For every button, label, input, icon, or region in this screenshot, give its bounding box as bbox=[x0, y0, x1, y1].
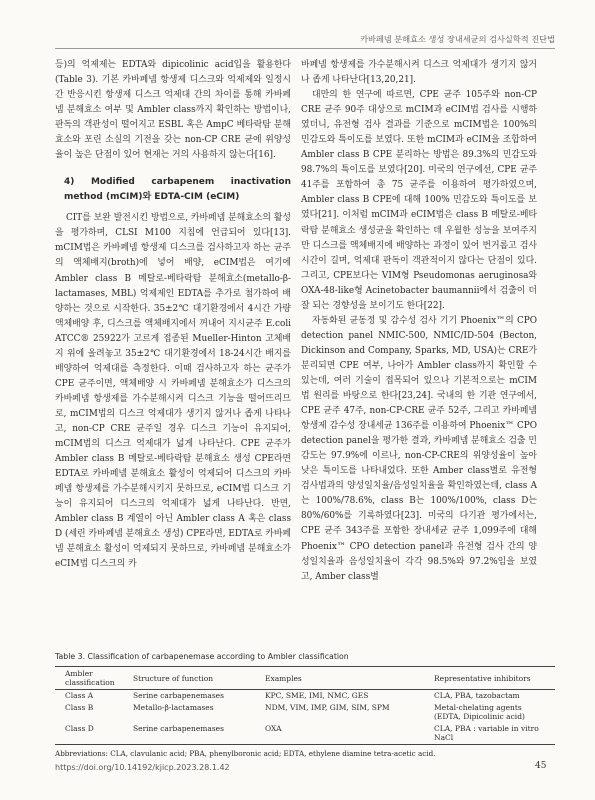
doi-link[interactable]: https://doi.org/10.14192/kjicp.2023.28.1.42 bbox=[55, 763, 230, 772]
table-header-row bbox=[55, 667, 555, 690]
table-abbreviations: Abbreviations: CLA, clavulanic acid; PBA, phenylboronic acid; EDTA, ethylene diamine tetra-acetic acid. bbox=[55, 748, 436, 758]
column-header: Representative inhibitors bbox=[434, 673, 531, 683]
table-cell: NDM, VIM, IMP, GIM, SIM, SPM bbox=[265, 702, 390, 712]
body-paragraph: 대만의 한 연구에 따르면, CPE 균주 105주와 non-CP CRE 균주 90주 대상으로 mCIM과 eCIM법 검사를 시행하였더니, 유전형 검사 결과를 기준으로 mCIM법은 100%의 민감도와 특이도를 보였다. 또한 mCIM과 eCIM을 조합하여 Ambler class B CPE 분리하는 방법은 89.3%의 민감도와 98.7%의 특이도를 보였다[20]. 미국의 연구에선, CPE 균주 41주를 포함하여 총 75 균주를 이용하여 평가하였으며, Ambler class B CPE에 대해 100% 민감도와 특이도를 보였다[21]. 이처럼 mCIM과 eCIM법은 class B 메탈로-베타락탐 분해효소 생성균을 확인하는 데 우월한 성능을 보여주지만 디스크를 액체배지에 배양하는 과정이 있어 번거롭고 검사 시간이 길며, 억제대 판독이 객관적이지 않다는 단점이 있다. 그리고, CPE보다는 VIM형 Pseudomonas aeruginosa와 OXA-48-like형 Acinetobacter baumannii에서 검출이 더 잘 되는 경향성을 보이기도 한다[22]. bbox=[301, 90, 537, 311]
table-row bbox=[55, 702, 555, 723]
table-cell: KPC, SME, IMI, NMC, GES bbox=[265, 691, 369, 700]
table-3 bbox=[55, 652, 555, 758]
left-column bbox=[55, 58, 291, 572]
table-cell: CLA, PBA : variable in vitro NaCl bbox=[434, 723, 539, 743]
right-column bbox=[301, 58, 537, 585]
table-cell: Class D bbox=[65, 723, 94, 733]
body-paragraph: CIT를 보완 발전시킨 방법으로, 카바페넴 분해효소의 활성을 평가하며, CLSI M100 지침에 언급되어 있다[13]. mCIM법은 카바페넴 항생제 디스크를 검사하고자 하는 균주의 액체배지(broth)에 넣어 배양, eCIM법은 여기에 Ambler class B 메탈로-베타락탐 분해효소(metallo-β-lactamases, MBL) 억제제인 EDTA를 추가로 첨가하여 배양하는 것으로 시작한다. 35±2℃ 대기환경에서 4시간 가량 액체배양 후, 디스크를 액체배지에서 꺼내어 지시균주 E.coli ATCC® 25922가 고르게 접종된 Mueller-Hinton 고체배지 위에 올려놓고 35±2℃ 대기환경에서 18-24시간 배지를 배양하여 억제대를 측정한다. 이때 검사하고자 하는 균주가 CPE 균주이면, 액체배양 시 카바페넴 분해효소가 디스크의 카바페넴 항생제를 가수분해시켜 디스크 기능을 떨어뜨리므로, mCIM법의 디스크 억제대가 생기지 않거나 좁게 나타나고, non-CP CRE 균주일 경우 디스크 기능이 유지되어, mCIM법의 디스크 억제대가 넓게 나타난다. CPE 균주가 Ambler class B 메탈로-베타락탐 분해효소 생성 CPE라면 EDTA로 카바페넴 분해효소 활성이 억제되어 디스크의 카바페넴 항생제를 가수분해시키지 못하므로, eCIM법 디스크 기능이 유지되어 디스크의 억제대가 넓게 나타난다. 반면, Ambler class B 계열이 아닌 Ambler class A 혹은 class D (세린 카바페넴 분해효소 생성) CPE라면, EDTA로 카바페넴 분해효소 활성이 억제되지 못하므로, 카바페넴 분해효소가 eCIM법 디스크의 카 bbox=[55, 213, 291, 570]
table-row bbox=[55, 723, 555, 745]
table-cell: Class B bbox=[65, 702, 94, 712]
table-cell: Metal-chelating agents (EDTA, Dipicolinic acid) bbox=[434, 702, 525, 722]
table-caption: Table 3. Classification of carbapenemase according to Ambler classification bbox=[55, 652, 349, 661]
header-divider bbox=[55, 48, 555, 49]
column-header: Structure of function bbox=[133, 673, 214, 683]
body-paragraph: 자동화된 균동정 및 감수성 검사 기기 Phoenix™의 CPO detection panel NMIC-500, NMIC/ID-504 (Becton, Dickinson and Company, Sparks, MD, USA)는 CRE가 분리되면 CPE 여부, 나아가 Ambler class까지 확인할 수 있는데, 여러 기술이 접목되어 있으나 기본적으로는 mCIM법 원리를 바탕으로 한다[23,24]. 국내의 한 기관 연구에서, CPE 균주 47주, non-CP-CRE 균주 52주, 그리고 카바페넴 항생제 감수성 장내세균 136주를 이용하여 Phoenix™ CPO detection panel을 평가한 결과, 카바페넴 분해효소 검출 민감도는 97.9%에 이르나, non-CP-CRE의 위양성율이 높아 낮은 특이도를 나타내었다. 또한 Amber class별로 유전형 검사법과의 양성일치율/음성일치율을 확인하였는데, class A는 100%/78.6%, class B는 100%/100%, class D는 80%/60%를 기록하였다[23]. 미국의 다기관 평가에서는, CPE 균주 343주를 포함한 장내세균 균주 1,099주에 대해 Phoenix™ CPO detection panel과 유전형 검사 간의 양성일치율과 음성일치율이 각각 98.5%와 97.2%임을 보였고, Amber class별 bbox=[301, 315, 537, 582]
body-paragraph: 바페넴 항생제를 가수분해시켜 디스크 억제대가 생기지 않거나 좁게 나타난다[13,20,21]. bbox=[301, 60, 537, 86]
column-header: Ambler classification bbox=[65, 669, 115, 687]
table-cell: OXA bbox=[265, 723, 282, 733]
running-header: 카바페넴 분해효소 생성 장내세균의 검사실학적 진단법 bbox=[360, 34, 555, 44]
section-heading: 4) Modified carbapenem inactivation method (mCIM)와 EDTA-CIM (eCIM) bbox=[64, 177, 291, 203]
table-cell: CLA, PBA, tazobactam bbox=[434, 691, 520, 700]
column-header: Examples bbox=[265, 673, 302, 683]
classification-table bbox=[55, 666, 555, 745]
table-cell: Serine carbapenemases bbox=[133, 691, 224, 700]
table-cell: Class A bbox=[65, 691, 94, 700]
table-cell: Serine carbapenemases bbox=[133, 723, 224, 733]
table-cell: Metallo-β-lactamases bbox=[133, 702, 214, 712]
table-row bbox=[55, 690, 555, 702]
body-paragraph: 등)의 억제제는 EDTA와 dipicolinic acid입을 활용한다(Table 3). 기본 카바페넴 항생제 디스크와 억제제와 일정시간 반응시킨 항생제 디스크 억제대 간의 차이를 통해 카바페넴 분해효소 여부 및 Ambler class까지 확인하는 방법이나, 판독의 객관성이 떨어지고 ESBL 혹은 AmpC 베타락탐 분해효소와 포린 소실의 기전을 갖는 non-CP CRE 균에 위양성율이 높은 단점이 있어 현재는 거의 사용하지 않는다[16]. bbox=[55, 60, 291, 161]
page-number: 45 bbox=[535, 761, 547, 771]
